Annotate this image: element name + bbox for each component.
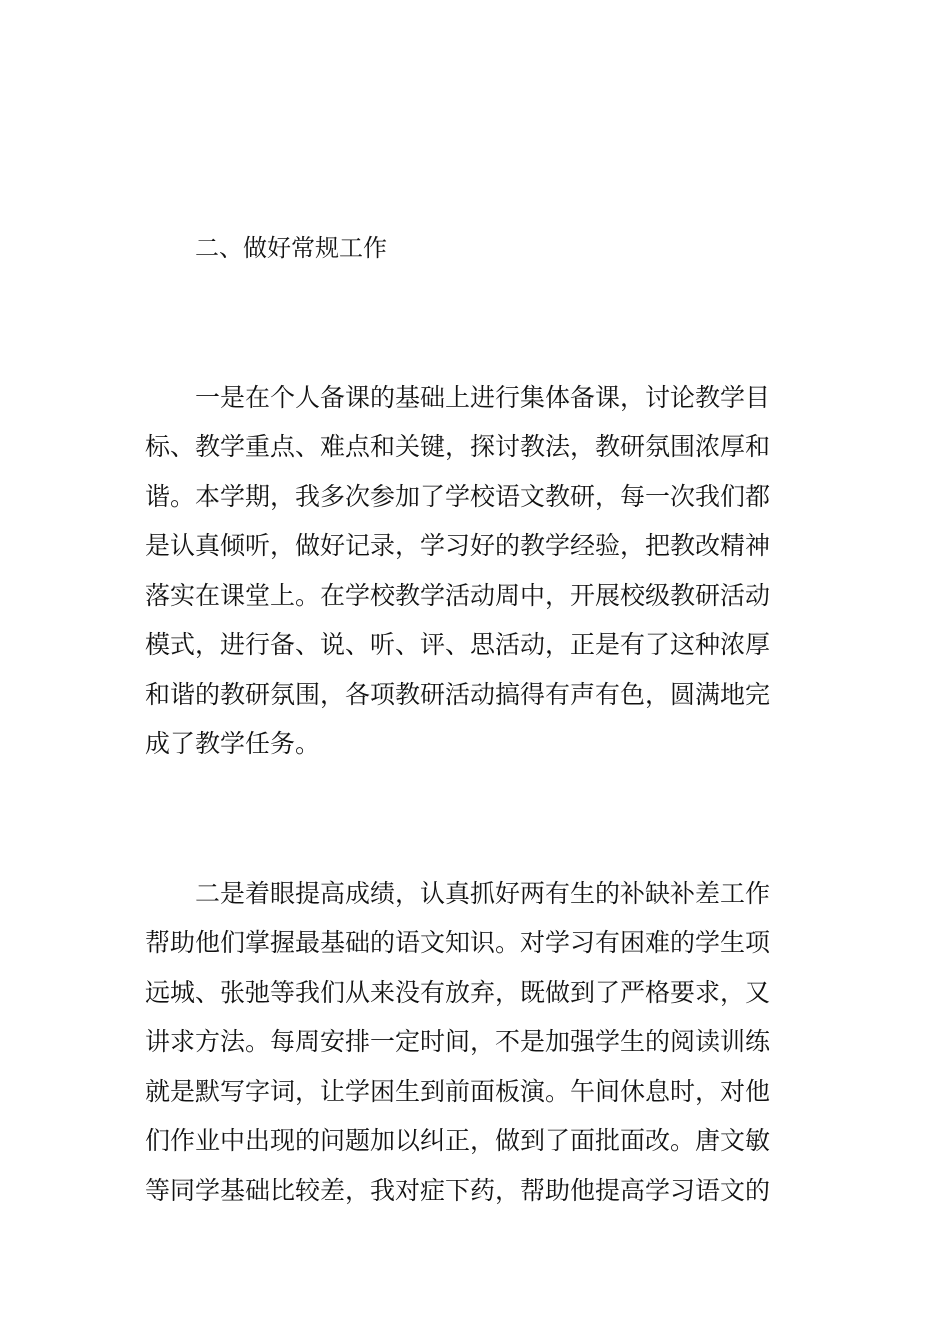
- paragraph-line: 一是在个人备课的基础上进行集体备课，讨论教学目: [195, 383, 771, 412]
- paragraph-line: 模式，进行备、说、听、评、思活动，正是有了这种浓厚: [145, 630, 771, 659]
- paragraph-line: 们作业中出现的问题加以纠正，做到了面批面改。唐文敏: [145, 1126, 771, 1155]
- paragraph-line: 就是默写字词，让学困生到前面板演。午间休息时，对他: [145, 1077, 771, 1106]
- paragraph-line: 成了教学任务。: [145, 729, 321, 758]
- paragraph-line: 二是着眼提高成绩，认真抓好两有生的补缺补差工作: [195, 879, 771, 908]
- paragraph-line: 落实在课堂上。在学校教学活动周中，开展校级教研活动: [145, 581, 771, 610]
- paragraph-line: 帮助他们掌握最基础的语文知识。对学习有困难的学生项: [145, 928, 771, 957]
- section-heading: 二、做好常规工作: [195, 234, 387, 262]
- paragraph-line: 谐。本学期，我多次参加了学校语文教研，每一次我们都: [145, 482, 771, 511]
- paragraph-line: 远城、张弛等我们从来没有放弃，既做到了严格要求，又: [145, 978, 771, 1007]
- paragraph-line: 标、教学重点、难点和关键，探讨教法，教研氛围浓厚和: [145, 432, 771, 461]
- paragraph-line: 是认真倾听，做好记录，学习好的教学经验，把教改精神: [145, 531, 771, 560]
- paragraph-line: 和谐的教研氛围，各项教研活动搞得有声有色，圆满地完: [145, 680, 771, 709]
- paragraph-line: 等同学基础比较差，我对症下药，帮助他提高学习语文的: [145, 1176, 771, 1205]
- paragraph-line: 讲求方法。每周安排一定时间，不是加强学生的阅读训练: [145, 1027, 771, 1056]
